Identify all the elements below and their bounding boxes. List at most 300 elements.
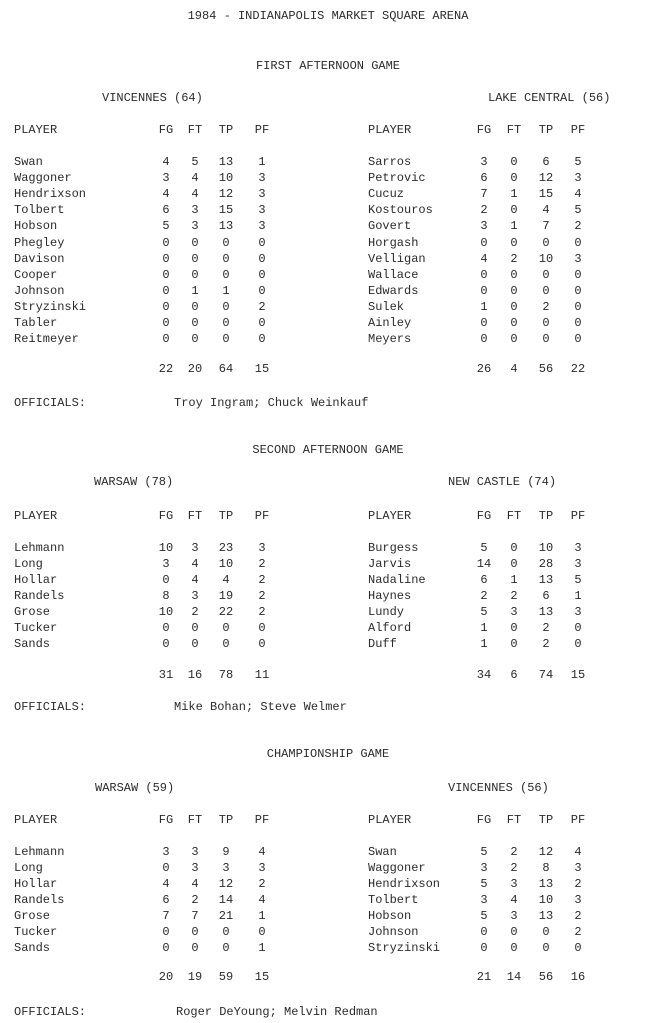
player-ft: 3 (191, 589, 199, 603)
player-fg: 6 (480, 573, 488, 587)
player-pf: 3 (574, 251, 582, 266)
player-row (0, 926, 656, 942)
player-fg: 5 (480, 605, 488, 619)
game-title: FIRST AFTERNOON GAME (255, 59, 401, 73)
player-pf: 2 (574, 909, 582, 923)
column-header-player: PLAYER (368, 509, 412, 523)
player-tp: 0 (542, 283, 550, 298)
column-header-player: PLAYER (368, 813, 412, 827)
player-fg: 0 (480, 316, 488, 330)
player-name: Hendrixson (368, 877, 441, 891)
player-fg: 5 (480, 877, 488, 891)
player-tp: 6 (542, 589, 550, 603)
player-name: Alford (368, 621, 412, 635)
player-ft: 3 (191, 541, 199, 555)
total-tp: 74 (538, 668, 554, 682)
column-header-ft: FT (187, 123, 203, 137)
player-fg: 0 (162, 283, 170, 298)
player-tp: 10 (218, 557, 234, 571)
team-name: VINCENNES (64) (102, 91, 203, 105)
player-ft: 0 (510, 621, 518, 635)
officials-names: Roger DeYoung; Melvin Redman (176, 1005, 378, 1019)
player-pf: 0 (574, 332, 582, 347)
column-header-pf: PF (570, 813, 586, 827)
player-pf: 3 (258, 541, 266, 555)
player-tp: 1 (222, 283, 230, 298)
team-totals-row (0, 669, 656, 685)
player-tp: 13 (218, 155, 234, 169)
player-name: Nadaline (368, 573, 426, 587)
player-name: Randels (14, 893, 65, 907)
player-fg: 3 (480, 155, 488, 169)
column-header-pf: PF (570, 123, 586, 137)
column-header-fg: FG (476, 813, 492, 827)
player-ft: 0 (191, 299, 199, 314)
player-fg: 5 (480, 909, 488, 923)
player-ft: 0 (510, 637, 518, 651)
player-tp: 13 (218, 219, 234, 234)
player-row (0, 333, 656, 349)
player-fg: 0 (480, 925, 488, 939)
player-pf: 2 (574, 877, 582, 891)
player-ft: 0 (510, 155, 518, 169)
column-header-ft: FT (187, 813, 203, 827)
player-tp: 0 (222, 299, 230, 314)
player-row (0, 285, 656, 301)
player-name: Kostouros (368, 203, 433, 218)
player-tp: 22 (218, 605, 234, 619)
player-tp: 0 (542, 925, 550, 939)
player-pf: 3 (574, 861, 582, 875)
total-ft: 6 (510, 668, 518, 682)
player-fg: 0 (162, 573, 170, 587)
player-pf: 3 (258, 171, 266, 186)
column-header-pf: PF (254, 123, 270, 137)
player-ft: 7 (191, 909, 199, 923)
team-name: NEW CASTLE (74) (448, 475, 557, 489)
total-fg: 21 (476, 970, 492, 984)
player-name: Stryzinski (368, 941, 441, 955)
player-ft: 0 (510, 925, 518, 939)
player-ft: 4 (191, 557, 199, 571)
player-name: Sands (14, 941, 51, 955)
player-tp: 2 (542, 637, 550, 651)
player-ft: 3 (191, 861, 199, 875)
total-tp: 59 (218, 970, 234, 984)
player-tp: 9 (222, 845, 230, 859)
player-ft: 1 (191, 283, 199, 298)
player-pf: 5 (574, 203, 582, 218)
player-pf: 0 (574, 941, 582, 955)
player-row (0, 590, 656, 606)
player-fg: 6 (162, 203, 170, 218)
player-pf: 0 (258, 621, 266, 635)
player-row (0, 606, 656, 622)
player-tp: 0 (222, 267, 230, 282)
player-fg: 0 (162, 251, 170, 266)
player-pf: 4 (574, 845, 582, 859)
column-header-ft: FT (506, 123, 522, 137)
player-name: Tabler (14, 316, 58, 330)
player-ft: 2 (510, 589, 518, 603)
player-fg: 3 (162, 557, 170, 571)
total-ft: 16 (187, 668, 203, 682)
column-header-ft: FT (506, 509, 522, 523)
player-ft: 0 (191, 621, 199, 635)
player-pf: 2 (574, 219, 582, 234)
player-name: Burgess (368, 541, 419, 555)
player-fg: 10 (158, 541, 174, 555)
player-ft: 0 (191, 235, 199, 250)
total-ft: 4 (510, 362, 518, 376)
player-name: Hollar (14, 877, 58, 891)
column-header-fg: FG (158, 813, 174, 827)
column-header-tp: TP (218, 813, 234, 827)
player-pf: 3 (258, 187, 266, 202)
player-ft: 0 (510, 299, 518, 314)
player-row (0, 846, 656, 862)
player-tp: 10 (538, 541, 554, 555)
player-ft: 4 (191, 877, 199, 891)
player-fg: 0 (480, 267, 488, 282)
player-tp: 0 (222, 235, 230, 250)
player-name: Davison (14, 251, 65, 266)
player-name: Haynes (368, 589, 412, 603)
total-tp: 56 (538, 970, 554, 984)
player-ft: 4 (510, 893, 518, 907)
player-row (0, 542, 656, 558)
player-ft: 0 (191, 316, 199, 330)
total-fg: 34 (476, 668, 492, 682)
player-fg: 3 (162, 845, 170, 859)
player-row (0, 317, 656, 333)
player-name: Tucker (14, 621, 58, 635)
player-pf: 0 (258, 316, 266, 330)
player-fg: 14 (476, 557, 492, 571)
player-fg: 4 (480, 251, 488, 266)
player-fg: 0 (162, 316, 170, 330)
player-tp: 0 (222, 316, 230, 330)
player-pf: 4 (258, 893, 266, 907)
player-ft: 0 (510, 283, 518, 298)
player-name: Grose (14, 909, 51, 923)
player-pf: 4 (258, 845, 266, 859)
player-ft: 2 (191, 893, 199, 907)
total-tp: 64 (218, 362, 234, 376)
player-pf: 2 (258, 573, 266, 587)
player-tp: 12 (538, 845, 554, 859)
player-ft: 0 (191, 251, 199, 266)
player-pf: 0 (258, 235, 266, 250)
player-ft: 2 (191, 605, 199, 619)
player-pf: 0 (574, 235, 582, 250)
player-fg: 1 (480, 621, 488, 635)
player-fg: 2 (480, 589, 488, 603)
total-pf: 15 (570, 668, 586, 682)
player-ft: 0 (510, 541, 518, 555)
player-tp: 12 (218, 187, 234, 202)
player-row (0, 574, 656, 590)
player-ft: 0 (510, 332, 518, 347)
player-tp: 19 (218, 589, 234, 603)
total-pf: 15 (254, 970, 270, 984)
player-ft: 1 (510, 573, 518, 587)
player-fg: 6 (162, 893, 170, 907)
officials-label: OFFICIALS: (14, 396, 87, 410)
player-pf: 1 (574, 589, 582, 603)
player-fg: 0 (162, 861, 170, 875)
player-row (0, 172, 656, 188)
player-pf: 1 (258, 909, 266, 923)
player-name: Waggoner (14, 171, 72, 186)
player-name: Tucker (14, 925, 58, 939)
column-header-row (0, 124, 656, 140)
player-row (0, 638, 656, 654)
column-header-fg: FG (158, 509, 174, 523)
player-ft: 0 (191, 332, 199, 347)
player-name: Hobson (14, 219, 58, 234)
player-pf: 0 (258, 637, 266, 651)
player-fg: 2 (480, 203, 488, 218)
player-ft: 3 (510, 605, 518, 619)
player-name: Cooper (14, 267, 58, 282)
player-ft: 2 (510, 845, 518, 859)
player-fg: 1 (480, 299, 488, 314)
player-pf: 1 (258, 155, 266, 169)
player-pf: 2 (258, 557, 266, 571)
player-tp: 10 (538, 251, 554, 266)
player-fg: 0 (162, 925, 170, 939)
player-name: Jarvis (368, 557, 412, 571)
team-name: WARSAW (78) (94, 475, 174, 489)
player-fg: 10 (158, 605, 174, 619)
total-pf: 16 (570, 970, 586, 984)
player-ft: 4 (191, 171, 199, 186)
player-name: Duff (368, 637, 397, 651)
player-name: Sands (14, 637, 51, 651)
player-tp: 0 (542, 941, 550, 955)
player-ft: 3 (510, 877, 518, 891)
player-pf: 4 (574, 187, 582, 202)
player-row (0, 878, 656, 894)
column-header-row (0, 814, 656, 830)
player-row (0, 558, 656, 574)
player-pf: 2 (574, 925, 582, 939)
player-tp: 0 (222, 637, 230, 651)
total-pf: 22 (570, 362, 586, 376)
column-header-pf: PF (570, 509, 586, 523)
player-name: Hendrixson (14, 187, 87, 202)
player-tp: 10 (218, 171, 234, 186)
player-ft: 3 (510, 909, 518, 923)
player-pf: 2 (258, 877, 266, 891)
officials-names: Troy Ingram; Chuck Weinkauf (174, 396, 369, 410)
player-ft: 0 (191, 267, 199, 282)
column-header-fg: FG (476, 509, 492, 523)
player-name: Wallace (368, 267, 419, 282)
player-tp: 6 (542, 155, 550, 169)
player-row (0, 156, 656, 172)
player-pf: 5 (574, 573, 582, 587)
player-pf: 0 (574, 283, 582, 298)
player-fg: 0 (480, 283, 488, 298)
player-ft: 2 (510, 861, 518, 875)
player-tp: 3 (222, 861, 230, 875)
officials-names: Mike Bohan; Steve Welmer (174, 700, 347, 714)
column-header-ft: FT (187, 509, 203, 523)
player-name: Waggoner (368, 861, 426, 875)
team-name: WARSAW (59) (95, 781, 175, 795)
player-pf: 3 (258, 203, 266, 218)
player-tp: 15 (538, 187, 554, 202)
officials-label: OFFICIALS: (14, 700, 87, 714)
player-tp: 0 (542, 267, 550, 282)
player-ft: 0 (191, 637, 199, 651)
player-pf: 3 (574, 171, 582, 186)
player-tp: 23 (218, 541, 234, 555)
player-pf: 5 (574, 155, 582, 169)
player-tp: 2 (542, 621, 550, 635)
player-row (0, 220, 656, 236)
player-fg: 0 (162, 299, 170, 314)
player-ft: 1 (510, 187, 518, 202)
column-header-tp: TP (218, 123, 234, 137)
player-pf: 0 (258, 267, 266, 282)
game-title: SECOND AFTERNOON GAME (252, 443, 404, 457)
player-pf: 3 (574, 893, 582, 907)
player-fg: 3 (480, 219, 488, 234)
player-tp: 13 (538, 909, 554, 923)
total-tp: 78 (218, 668, 234, 682)
player-row (0, 622, 656, 638)
player-pf: 0 (574, 316, 582, 330)
player-tp: 12 (218, 877, 234, 891)
player-ft: 3 (191, 845, 199, 859)
player-name: Johnson (14, 283, 65, 298)
page-title: 1984 - INDIANAPOLIS MARKET SQUARE ARENA (187, 9, 469, 23)
player-name: Edwards (368, 283, 419, 298)
player-fg: 4 (162, 155, 170, 169)
player-name: Cucuz (368, 187, 405, 202)
player-tp: 2 (542, 299, 550, 314)
player-row (0, 942, 656, 958)
player-tp: 14 (218, 893, 234, 907)
player-tp: 0 (222, 925, 230, 939)
total-pf: 15 (254, 362, 270, 376)
player-name: Hollar (14, 573, 58, 587)
player-fg: 0 (162, 941, 170, 955)
column-header-row (0, 510, 656, 526)
total-fg: 31 (158, 668, 174, 682)
player-ft: 0 (191, 925, 199, 939)
total-ft: 19 (187, 970, 203, 984)
player-pf: 0 (574, 267, 582, 282)
player-fg: 4 (162, 187, 170, 202)
player-fg: 0 (162, 332, 170, 347)
player-tp: 4 (542, 203, 550, 218)
column-header-fg: FG (158, 123, 174, 137)
player-ft: 5 (191, 155, 199, 169)
player-tp: 0 (542, 316, 550, 330)
column-header-tp: TP (218, 509, 234, 523)
column-header-ft: FT (506, 813, 522, 827)
player-tp: 4 (222, 573, 230, 587)
player-ft: 1 (510, 219, 518, 234)
player-fg: 0 (162, 637, 170, 651)
player-fg: 0 (162, 621, 170, 635)
player-row (0, 188, 656, 204)
player-tp: 0 (542, 235, 550, 250)
player-tp: 28 (538, 557, 554, 571)
player-row (0, 237, 656, 253)
player-fg: 0 (480, 235, 488, 250)
player-row (0, 894, 656, 910)
player-row (0, 862, 656, 878)
player-pf: 0 (258, 925, 266, 939)
player-name: Johnson (368, 925, 419, 939)
player-pf: 0 (258, 332, 266, 347)
player-ft: 3 (191, 203, 199, 218)
player-name: Sulek (368, 299, 405, 314)
column-header-pf: PF (254, 509, 270, 523)
player-name: Long (14, 557, 43, 571)
player-row (0, 910, 656, 926)
column-header-player: PLAYER (14, 123, 58, 137)
column-header-fg: FG (476, 123, 492, 137)
player-tp: 0 (222, 251, 230, 266)
player-name: Petrovic (368, 171, 426, 186)
player-ft: 0 (510, 235, 518, 250)
player-fg: 3 (480, 861, 488, 875)
player-fg: 4 (162, 877, 170, 891)
player-tp: 21 (218, 909, 234, 923)
team-name: VINCENNES (56) (448, 781, 549, 795)
player-name: Meyers (368, 332, 412, 347)
player-name: Velligan (368, 251, 426, 266)
player-tp: 12 (538, 171, 554, 186)
total-fg: 20 (158, 970, 174, 984)
player-name: Ainley (368, 316, 412, 330)
player-name: Horgash (368, 235, 419, 250)
player-row (0, 253, 656, 269)
player-ft: 3 (191, 219, 199, 234)
player-tp: 0 (222, 621, 230, 635)
total-fg: 22 (158, 362, 174, 376)
player-row (0, 204, 656, 220)
column-header-player: PLAYER (14, 509, 58, 523)
player-tp: 7 (542, 219, 550, 234)
player-ft: 4 (191, 573, 199, 587)
player-pf: 3 (258, 861, 266, 875)
player-name: Govert (368, 219, 412, 234)
total-ft: 14 (506, 970, 522, 984)
player-tp: 13 (538, 573, 554, 587)
total-ft: 20 (187, 362, 203, 376)
player-name: Tolbert (14, 203, 65, 218)
player-fg: 3 (162, 171, 170, 186)
player-name: Lehmann (14, 845, 65, 859)
player-fg: 0 (162, 235, 170, 250)
player-fg: 5 (162, 219, 170, 234)
player-fg: 5 (480, 541, 488, 555)
player-name: Sarros (368, 155, 412, 169)
player-ft: 2 (510, 251, 518, 266)
total-tp: 56 (538, 362, 554, 376)
player-pf: 0 (258, 283, 266, 298)
column-header-tp: TP (538, 813, 554, 827)
player-name: Hobson (368, 909, 412, 923)
game-title: CHAMPIONSHIP GAME (266, 747, 390, 761)
